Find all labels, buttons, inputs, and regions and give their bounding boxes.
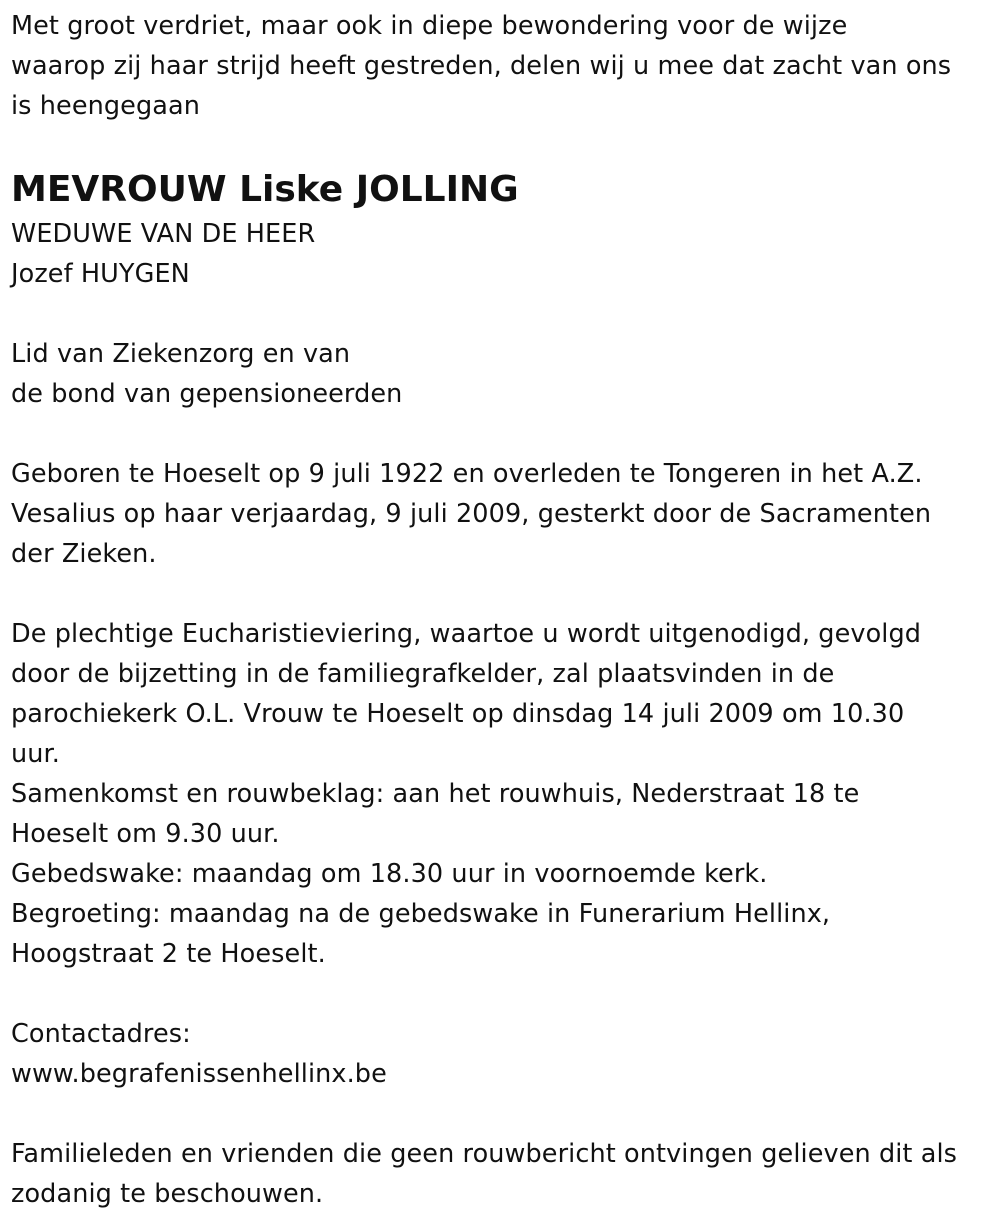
ceremony-line: De plechtige Eucharistieviering, waartoe u wordt uitgenodigd, gevolgd bbox=[11, 619, 922, 649]
intro-paragraph bbox=[11, 6, 1000, 126]
spacer bbox=[11, 974, 1000, 1014]
intro-line: waarop zij haar strijd heeft gestreden, delen wij u mee dat zacht van ons bbox=[11, 51, 952, 81]
contact-label: Contactadres: bbox=[11, 1019, 191, 1049]
closing-line: Familieleden en vrienden die geen rouwbericht ontvingen gelieven dit als bbox=[11, 1139, 958, 1169]
closing-paragraph bbox=[11, 1134, 1000, 1214]
contact-block bbox=[11, 1014, 1000, 1094]
spouse-block bbox=[11, 214, 1000, 294]
spacer bbox=[11, 414, 1000, 454]
ceremony-line: uur. bbox=[11, 739, 60, 769]
ceremony-paragraph bbox=[11, 614, 1000, 974]
gathering-line: Hoeselt om 9.30 uur. bbox=[11, 819, 280, 849]
visitation-line: Begroeting: maandag na de gebedswake in Funerarium Hellinx, bbox=[11, 899, 831, 929]
intro-line: is heengegaan bbox=[11, 91, 200, 121]
birth-death-line: Vesalius op haar verjaardag, 9 juli 2009, gesterkt door de Sacramenten bbox=[11, 499, 932, 529]
membership-line: Lid van Ziekenzorg en van bbox=[11, 339, 351, 369]
birth-death-line: Geboren te Hoeselt op 9 juli 1922 en overleden te Tongeren in het A.Z. bbox=[11, 459, 923, 489]
birth-death-line: der Zieken. bbox=[11, 539, 157, 569]
ceremony-line: parochiekerk O.L. Vrouw te Hoeselt op dinsdag 14 juli 2009 om 10.30 bbox=[11, 699, 905, 729]
spacer bbox=[11, 574, 1000, 614]
contact-website: www.begrafenissenhellinx.be bbox=[11, 1059, 387, 1089]
spacer bbox=[11, 294, 1000, 334]
membership-line: de bond van gepensioneerden bbox=[11, 379, 403, 409]
vigil-line: Gebedswake: maandag om 18.30 uur in voornoemde kerk. bbox=[11, 859, 768, 889]
birth-death-paragraph bbox=[11, 454, 1000, 574]
visitation-line: Hoogstraat 2 te Hoeselt. bbox=[11, 939, 326, 969]
spouse-line: WEDUWE VAN DE HEER bbox=[11, 219, 316, 249]
intro-line: Met groot verdriet, maar ook in diepe bewondering voor de wijze bbox=[11, 11, 848, 41]
ceremony-line: door de bijzetting in de familiegrafkelder, zal plaatsvinden in de bbox=[11, 659, 835, 689]
spacer bbox=[11, 1094, 1000, 1134]
gathering-line: Samenkomst en rouwbeklag: aan het rouwhuis, Nederstraat 18 te bbox=[11, 779, 860, 809]
spouse-line: Jozef HUYGEN bbox=[11, 259, 190, 289]
membership-block bbox=[11, 334, 1000, 414]
closing-line: zodanig te beschouwen. bbox=[11, 1179, 324, 1209]
deceased-name: MEVROUW Liske JOLLING bbox=[11, 169, 519, 210]
